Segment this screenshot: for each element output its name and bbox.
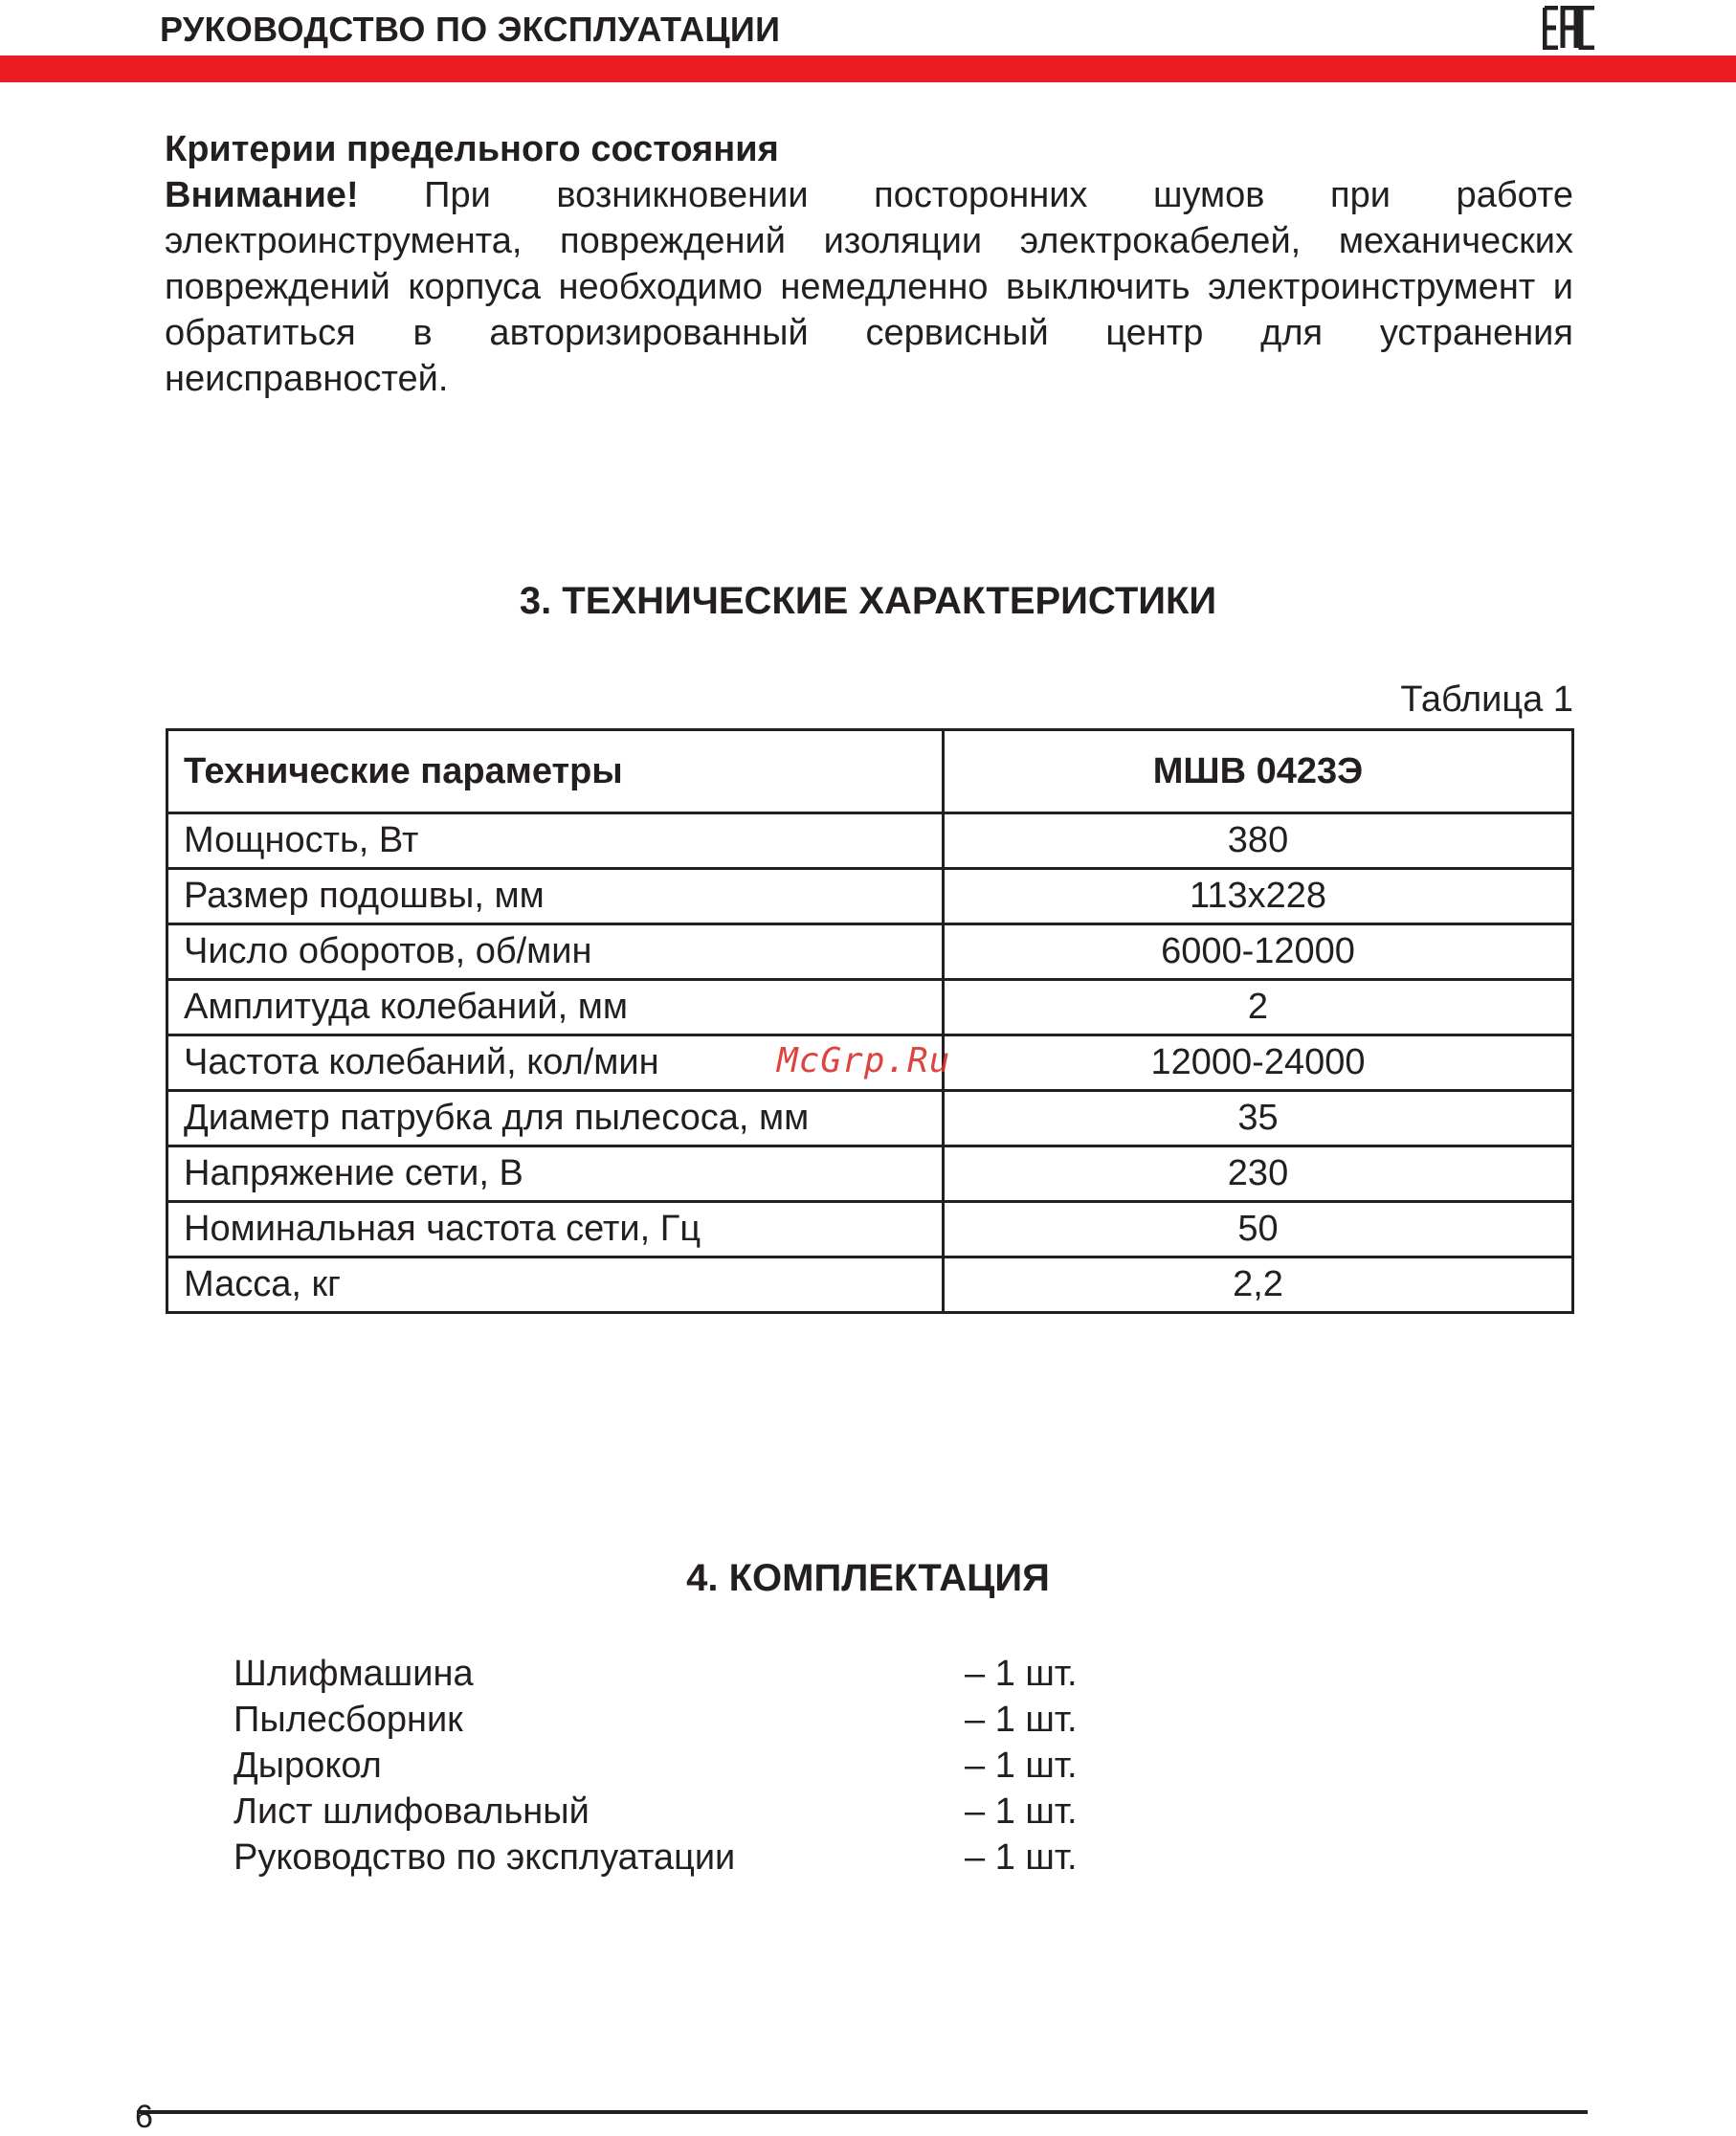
kit-item-name: Руководство по эксплуатации xyxy=(234,1837,736,1878)
value-cell: 380 xyxy=(944,813,1573,869)
warning-paragraph xyxy=(165,172,1573,402)
table-row xyxy=(167,1091,1573,1146)
page-number: 6 xyxy=(135,2099,153,2135)
value-cell: 6000-12000 xyxy=(944,924,1573,980)
list-item xyxy=(234,1651,1095,1697)
kit-item-qty: – 1 шт. xyxy=(965,1654,1078,1694)
limit-state-heading: Критерии предельного состояния xyxy=(165,129,779,169)
param-cell: Амплитуда колебаний, мм xyxy=(167,980,944,1035)
kit-item-name: Дырокол xyxy=(234,1746,382,1786)
table-row xyxy=(167,924,1573,980)
table-row xyxy=(167,1257,1573,1313)
value-cell: 50 xyxy=(944,1202,1573,1257)
value-cell: 230 xyxy=(944,1146,1573,1202)
table-row xyxy=(167,1146,1573,1202)
table-row xyxy=(167,1202,1573,1257)
warning-text: При возникновении посторонних шумов при работе электроинструмента, повреждений изоляции электрокабелей, механических повреждений корпуса необходимо немедленно выключить электроинструмент и обратиться в авторизированный сервисный центр для устранения неисправностей. xyxy=(165,175,1573,399)
specs-section-title: 3. ТЕХНИЧЕСКИЕ ХАРАКТЕРИСТИКИ xyxy=(519,580,1217,622)
kit-item-qty: – 1 шт. xyxy=(965,1746,1078,1786)
kit-item-name: Шлифмашина xyxy=(234,1654,474,1694)
kit-item-name: Пылесборник xyxy=(234,1700,463,1740)
kit-section-title: 4. КОМПЛЕКТАЦИЯ xyxy=(686,1557,1050,1599)
eac-mark-icon xyxy=(1543,6,1596,50)
param-cell: Мощность, Вт xyxy=(167,813,944,869)
param-cell: Число оборотов, об/мин xyxy=(167,924,944,980)
kit-list xyxy=(234,1651,1095,1880)
warning-label: Внимание! xyxy=(165,175,359,215)
table-caption: Таблица 1 xyxy=(1400,679,1573,720)
kit-item-qty: – 1 шт. xyxy=(965,1700,1078,1740)
param-cell: Диаметр патрубка для пылесоса, мм xyxy=(167,1091,944,1146)
value-cell: 2,2 xyxy=(944,1257,1573,1313)
list-item xyxy=(234,1697,1095,1743)
value-cell: 35 xyxy=(944,1091,1573,1146)
kit-item-qty: – 1 шт. xyxy=(965,1837,1078,1878)
value-cell: 113x228 xyxy=(944,869,1573,924)
value-cell: 2 xyxy=(944,980,1573,1035)
param-cell: Масса, кг xyxy=(167,1257,944,1313)
value-cell: 12000-24000 xyxy=(944,1035,1573,1091)
param-cell: Частота колебаний, кол/мин xyxy=(167,1035,944,1091)
param-cell: Номинальная частота сети, Гц xyxy=(167,1202,944,1257)
table-row xyxy=(167,869,1573,924)
table-header-row xyxy=(167,730,1573,813)
kit-item-name: Лист шлифовальный xyxy=(234,1791,590,1832)
param-cell: Размер подошвы, мм xyxy=(167,869,944,924)
list-item xyxy=(234,1835,1095,1880)
specs-table xyxy=(166,728,1574,1314)
table-row xyxy=(167,813,1573,869)
header-cell-model: МШВ 0423Э xyxy=(944,730,1573,813)
header-accent-bar xyxy=(0,56,1736,82)
header-cell-param: Технические параметры xyxy=(167,730,944,813)
header-title: РУКОВОДСТВО ПО ЭКСПЛУАТАЦИИ xyxy=(160,10,781,49)
list-item xyxy=(234,1789,1095,1835)
watermark: McGrp.Ru xyxy=(777,1041,951,1080)
param-cell: Напряжение сети, В xyxy=(167,1146,944,1202)
table-row xyxy=(167,980,1573,1035)
list-item xyxy=(234,1743,1095,1789)
footer-rule xyxy=(137,2110,1588,2114)
kit-item-qty: – 1 шт. xyxy=(965,1791,1078,1832)
